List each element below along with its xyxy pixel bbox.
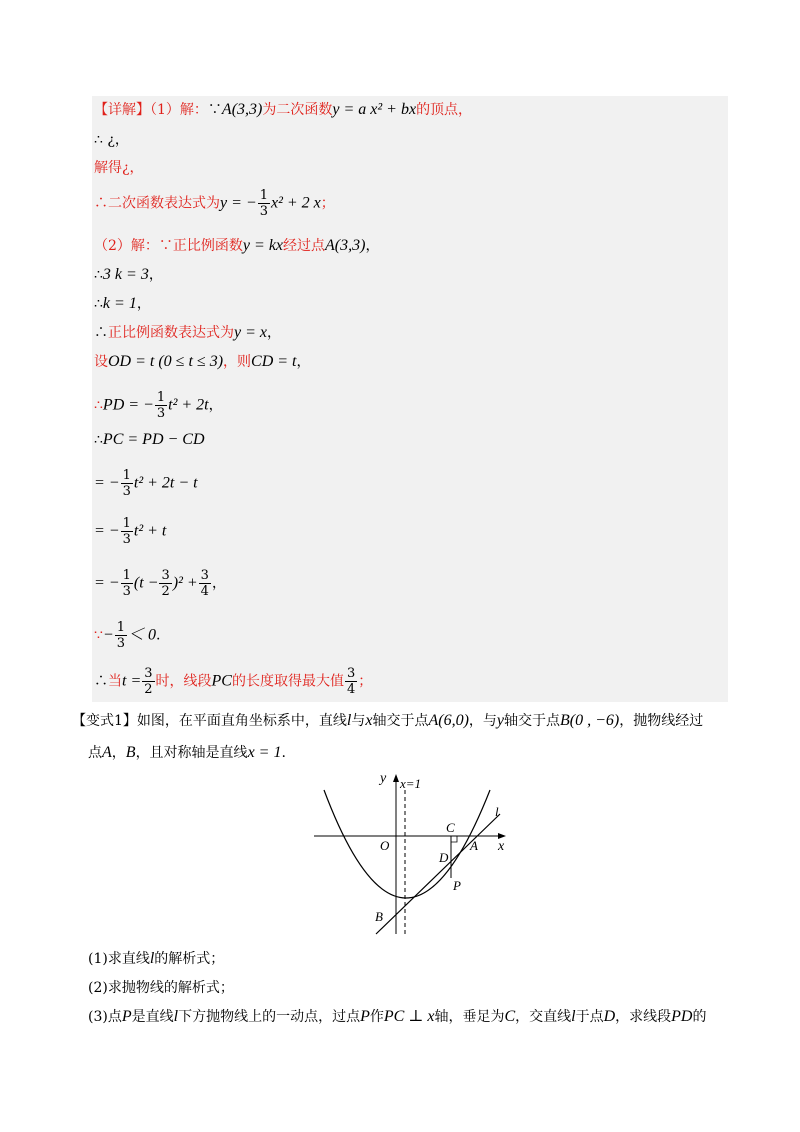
problem-line-2: 点A，B，且对称轴是直线x = 1. [88,744,286,761]
label-p: P [453,878,461,893]
fraction: $\frac{1}{3}$ [122,516,131,547]
solution-line-2: ∴ ¿， [94,132,129,148]
solution-line-10: ∴PD = − $\frac{1}{3}$ t² + 2t， [94,390,223,421]
fraction: $\frac{1}{3}$ [156,390,166,421]
y-axis-arrow [393,774,399,782]
label-d: D [439,850,449,865]
parabola-figure [300,768,520,938]
solution-line-11: ∴PC = PD − CD [94,431,205,448]
solution-line-8: ∴正比例函数表达式为y = x， [94,324,281,341]
label-o: O [380,838,390,853]
label-a: A [470,838,478,853]
label-l: l [495,804,499,819]
solution-line-6: ∴3 k = 3， [94,266,163,283]
right-angle-mark [451,836,457,842]
question-1: (1)求直线l的解析式； [88,950,225,967]
question-2: (2)求抛物线的解析式； [88,980,234,996]
fraction: $\frac{1}{3}$ [122,468,131,499]
fraction: $\frac{3}{2}$ [144,666,153,697]
fraction: $\frac{1}{3}$ [259,188,268,219]
solution-line-14: = − $\frac{1}{3}$ (t − $\frac{3}{2}$ )² + $\frac{3}{4}$ ， [94,568,226,599]
fraction: $\frac{3}{2}$ [161,568,170,599]
solution-line-3: 解得¿， [94,160,144,176]
solution-line-12: = − $\frac{1}{3}$ t² + 2t − t [94,468,198,499]
label-b: B [375,909,383,924]
solution-line-5: （2）解：∵正比例函数y = kx经过点A(3,3)， [94,237,380,254]
problem-line-1: 【变式1】如图，在平面直角坐标系中，直线l与x轴交于点A(6,0)，与y轴交于点B(0 , −6)，抛物线经过 [72,712,704,729]
fraction: $\frac{3}{4}$ [346,666,356,697]
solution-line-4: ∴二次函数表达式为y = − $\frac{1}{3}$ x² + 2 x； [94,188,335,219]
solution-line-1: 【详解】（1）解：∵A(3,3)为二次函数y = a x² + bx的顶点， [94,101,473,118]
fraction: $\frac{3}{4}$ [200,568,209,599]
solution-line-13: = − $\frac{1}{3}$ t² + t [94,516,167,547]
solution-line-16: ∴当t = $\frac{3}{2}$ 时，线段PC的长度取得最大值 $\frac{3}{4}$ ； [94,666,373,697]
label-c: C [446,820,455,835]
solution-line-9: 设OD = t (0 ≤ t ≤ 3)，则CD = t， [94,353,311,370]
solution-line-7: ∴k = 1， [94,295,151,312]
fraction: $\frac{1}{3}$ [122,568,131,599]
detail-tag: 【详解】 [94,102,150,118]
line-l [376,814,500,934]
question-3: (3)点P是直线l下方抛物线上的一动点，过点P作PC ⊥ x轴，垂足为C，交直线l于点D，求线段PD的 [88,1008,707,1025]
fraction: $\frac{1}{3}$ [116,620,125,651]
label-y: y [380,771,387,786]
solution-line-15: ∵− $\frac{1}{3}$ ＜ 0. [94,620,161,651]
label-sym: x=1 [400,776,422,791]
parabola-curve [324,790,490,898]
label-x: x [498,839,505,854]
